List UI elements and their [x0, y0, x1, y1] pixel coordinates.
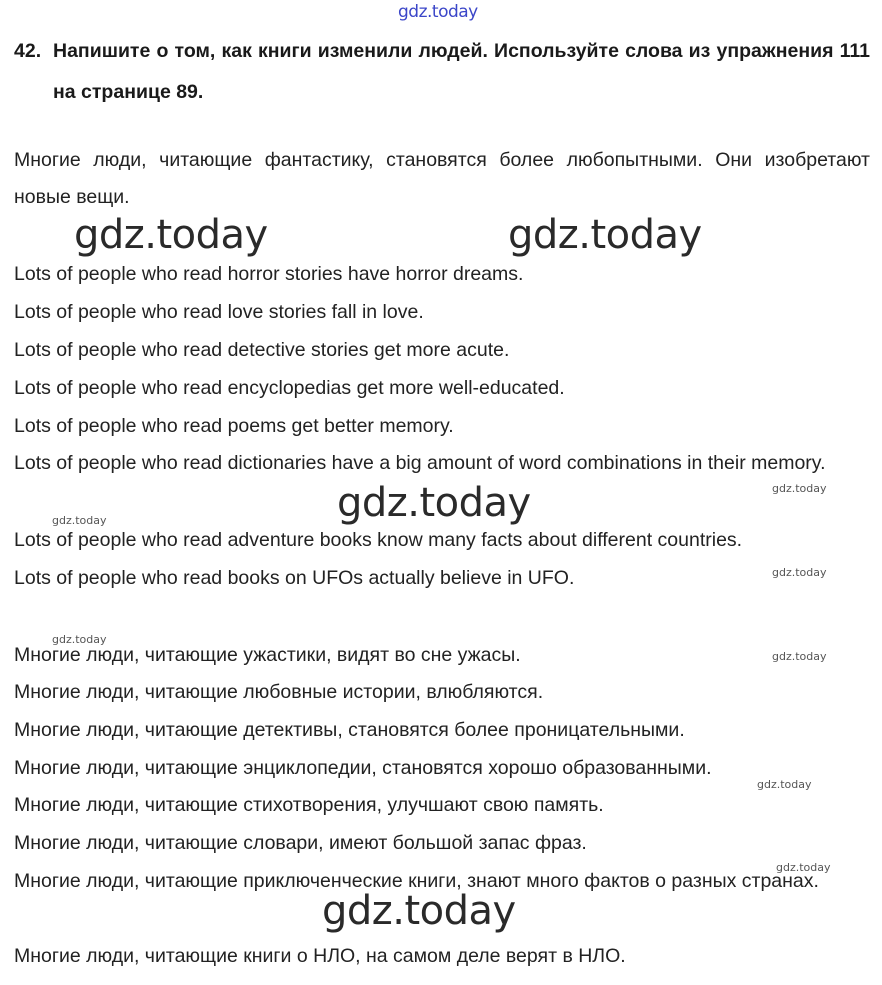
task-number: 42. [14, 40, 42, 62]
task-heading [14, 31, 870, 113]
english-line-5: Lots of people who read poems get better memory. [14, 415, 454, 437]
russian-line-6: Многие люди, читающие словари, имеют большой запас фраз. [14, 832, 587, 854]
english-line-4: Lots of people who read encyclopedias get more well-educated. [14, 377, 565, 399]
watermark-large-2: gdz.today [508, 212, 702, 258]
english-line-3: Lots of people who read detective stories get more acute. [14, 339, 510, 361]
watermark-large-4: gdz.today [322, 888, 516, 934]
watermark-top: gdz.today [398, 2, 478, 22]
english-line-1: Lots of people who read horror stories have horror dreams. [14, 263, 524, 285]
watermark-small-4: gdz.today [52, 633, 107, 646]
russian-line-4: Многие люди, читающие энциклопедии, становятся хорошо образованными. [14, 757, 712, 779]
task-text: Напишите о том, как книги изменили людей. Используйте слова из упражнения 111 на странице 89. [53, 40, 870, 103]
watermark-large-3: gdz.today [337, 480, 531, 526]
russian-line-3: Многие люди, читающие детективы, становятся более проницательными. [14, 719, 685, 741]
russian-line-8: Многие люди, читающие книги о НЛО, на самом деле верят в НЛО. [14, 945, 626, 967]
watermark-small-3: gdz.today [772, 566, 827, 579]
russian-line-5: Многие люди, читающие стихотворения, улучшают свою память. [14, 794, 604, 816]
english-line-6: Lots of people who read dictionaries have a big amount of word combinations in their memory. [14, 452, 826, 474]
english-line-7: Lots of people who read adventure books know many facts about different countries. [14, 529, 743, 551]
watermark-small-2: gdz.today [52, 514, 107, 527]
intro-paragraph: Многие люди, читающие фантастику, становятся более любопытными. Они изобретают новые вещи. [14, 149, 870, 208]
watermark-small-5: gdz.today [772, 650, 827, 663]
watermark-small-1: gdz.today [772, 482, 827, 495]
russian-line-1: Многие люди, читающие ужастики, видят во сне ужасы. [14, 644, 521, 666]
russian-line-7: Многие люди, читающие приключенческие книги, знают много фактов о разных странах. [14, 870, 819, 892]
russian-line-2: Многие люди, читающие любовные истории, влюбляются. [14, 681, 544, 703]
watermark-small-7: gdz.today [776, 861, 831, 874]
english-line-2: Lots of people who read love stories fall in love. [14, 301, 424, 323]
english-line-8: Lots of people who read books on UFOs actually believe in UFO. [14, 567, 575, 589]
watermark-large-1: gdz.today [74, 212, 268, 258]
watermark-small-6: gdz.today [757, 778, 812, 791]
